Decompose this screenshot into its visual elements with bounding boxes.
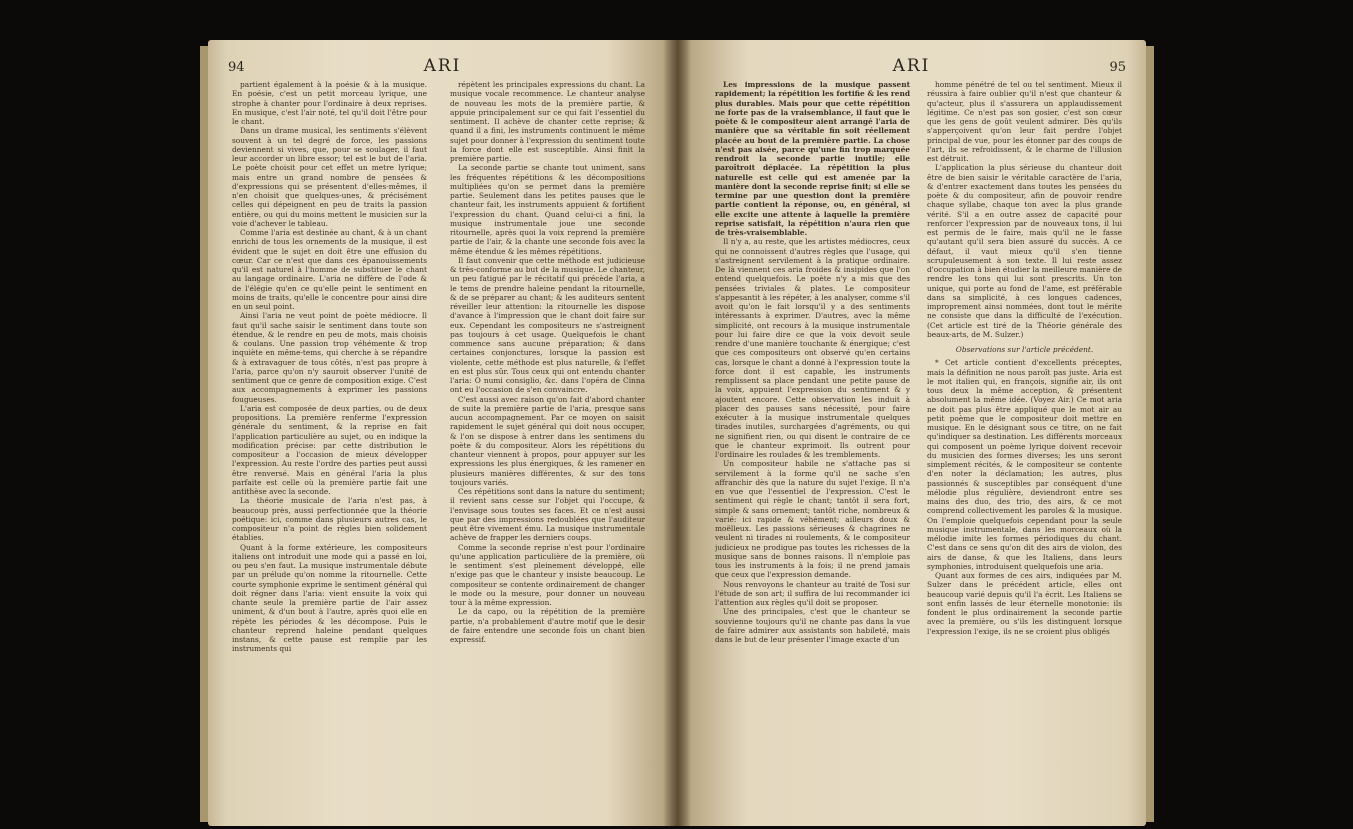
paragraph: répètent les principales expressions du chant. La musique vocale recommence. Le chanteur analyse de nouveau les mots de la première partie, & appuie principalement sur ce qui fait l'essentiel du sentiment. Il achève de chanter cette reprise; & quand il a fini, les instruments continuent le même sujet pour donner à l'expression du sentiment toute la force dont elle est susceptible. Ainsi finit la première partie.: [450, 80, 645, 163]
right-page-header: [703, 56, 1126, 82]
left-running-head: ARI: [423, 56, 462, 76]
page-edge-right: [1146, 46, 1154, 822]
paragraph: Dans un drame musical, les sentiments s'élèvent souvent à un tel degré de force, les passions deviennent si vives, que, pour se soulager, il faut leur accorder un libre essor; tel est le but de l'aria. Le poète choisit pour cet effet un metre lyrique; mais entre un grand nombre de pensées & d'expressions qui se présentent d'elles-mêmes, il n'en choisit que quelques-unes, & précisément celles qui dépeignent en peu de traits la passion entière, ou qui du moins mettent le musicien sur la voie d'achever le tableau.: [232, 126, 427, 228]
paragraph: L'application la plus sérieuse du chanteur doit être de bien saisir le véritable caractère de l'aria, & d'entrer exactement dans toutes les pensées du poète & du compositeur, afin de pouvoir rendre chaque syllabe, chaque ton avec la plus grande vérité. S'il a en outre assez de capacité pour renforcer l'expression par de nouveaux tons, il lui est permis de le faire, mais qu'il ne le fasse qu'autant qu'il sera bien assuré du succès. A ce défaut, il vaut mieux qu'il s'en tienne scrupuleusement à son texte. Il lui reste assez d'occupation à bien étudier la meilleure manière de rendre les tons qui lui sont prescrits. Un ton unique, qui porte au fond de l'ame, est préférable dans sa simplicité, à ces longues cadences, improprement ainsi nommées, dont tout le mérite ne consiste que dans la difficulté de l'exécution. (Cet article est tiré de la Théorie générale des beaux-arts, de M. Sulzer.): [927, 163, 1122, 339]
paragraph: Il faut convenir que cette méthode est judicieuse & très-conforme au but de la musique. Le chanteur, un peu fatigué par le récitatif qui précède l'aria, a le tems de prendre haleine pendant la ritournelle, & de se préparer au chant; & les auditeurs sentent réveiller leur attention: la ritournelle les dispose d'avance à l'impression que le chant doit faire sur eux. Cependant les compositeurs ne s'astreignent pas toujours à cet usage. Quelquefois le chant commence sans aucune préparation; & dans certaines conjonctures, lorsque la passion est violente, cette méthode est plus naturelle, & l'effet en est plus sûr. Tous ceux qui ont entendu chanter l'aria: O numi consiglio, &c. dans l'opéra de Cinna ont eu l'occasion de s'en convaincre.: [450, 255, 645, 395]
paragraph: partient également à la poésie & à la musique. En poésie, c'est un petit morceau lyrique, une strophe à chanter pour l'ordinaire à deux reprises. En musique, c'est l'air noté, tel qu'il doit l'être pour le chant.: [232, 80, 427, 126]
right-running-head: ARI: [892, 56, 931, 76]
paragraph: Comme l'aria est destinée au chant, & à un chant enrichi de tous les ornements de la musique, il est évident que le sujet en doit être une effusion du cœur. Car ce n'est que dans ces épanouissements qu'il est naturel à l'homme de substituer le chant au langage ordinaire. L'aria ne diffère de l'ode & de l'élégie qu'en ce qu'elle peint le sentiment en moins de traits, qu'elle le concentre pour ainsi dire en un seul point.: [232, 228, 427, 311]
paragraph: L'aria est composée de deux parties, ou de deux propositions. La première renferme l'expression générale du sentiment, & la reprise en fait l'application particulière au sujet, ou en indique la modification précise: par cette distribution le compositeur a l'occasion de mieux développer l'expression. Au reste l'ordre des parties peut aussi être renversé. Mais en général l'aria la plus parfaite est celle où la première partie fait une antithèse avec la seconde.: [232, 403, 427, 496]
paragraph: Ainsi l'aria ne veut point de poète médiocre. Il faut qu'il sache saisir le sentiment dans toute son étendue, & le rendre en peu de mots, mais choisis & coulans. Une passion trop véhémente & trop inquiète en même-tems, qui cherche à se répandre & à extravaguer de tous côtés, n'est pas propre à l'aria, parce qu'on n'y sauroit observer l'unité de sentiment que ce genre de composition exige. C'est aux accompagnements à exprimer les passions fougueuses.: [232, 311, 427, 404]
paragraph: Comme la seconde reprise n'est pour l'ordinaire qu'une application particulière de la première, où le sentiment s'est pleinement développé, elle n'exige pas que le chanteur y insiste beaucoup. Le compositeur se contente ordinairement de changer le mode ou la mesure, pour donner un nouveau tour à la même expression.: [450, 542, 645, 607]
open-book: [208, 40, 1146, 826]
paragraph: La seconde partie se chante tout uniment, sans les fréquentes répétitions & les décompositions multipliées qu'on se permet dans la première partie. Seulement dans les petites pauses que le chanteur fait, les instruments appuient & fortifient l'expression du chant. Quand celui-ci a fini, la musique instrumentale joue une seconde ritournelle, après quoi la voix reprend la première partie de l'air, & la chante une seconde fois avec la même étendue & les mêmes répétitions.: [450, 163, 645, 256]
paragraph: * Cet article contient d'excellents préceptes, mais la définition ne nous paroît pas juste. Aria est le mot italien qui, en françois, signifie air, ils ont tous deux la même acception, & présentent absolument la même idée. (Voyez Air.) Ce mot aria ne doit pas plus être appliqué que le mot air au petit poème que le compositeur doit mettre en musique. En le désignant sous ce titre, on ne fait qu'indiquer sa destination. Les différents morceaux qui composent un poème lyrique doivent recevoir du musicien des formes diverses; les uns seront simplement récités, & le compositeur se contente d'en noter la déclamation; les autres, plus passionnés & susceptibles par conséquent d'une mélodie plus régulière, deviendront entre ses mains des duo, des trio, des airs, & ce mot comprend collectivement les paroles & la musique. On l'emploie quelquefois cependant pour la seule musique instrumentale, dans les morceaux où la mélodie imite les formes périodiques du chant. C'est dans ce sens qu'on dit des airs de violon, des airs de danse, & que les Italiens, dans leurs symphonies, introduisent quelquefois une aria.: [927, 358, 1122, 571]
right-page: [677, 40, 1146, 826]
paragraph: Nous renvoyons le chanteur au traité de Tosi sur l'étude de son art; il suffira de lui recommander ici l'attention aux règles qu'il doit se proposer.: [715, 579, 910, 607]
left-page-header: [228, 56, 651, 82]
left-page-number: 94: [228, 60, 245, 75]
paragraph: Ces répétitions sont dans la nature du sentiment; il revient sans cesse sur l'objet qui l'occupe, & l'envisage sous toutes ses faces. Et ce n'est aussi que par des impressions redoublées que l'auditeur peut être vivement ému. La musique instrumentale achève de frapper les derniers coups.: [450, 487, 645, 543]
right-column-1: [715, 80, 910, 820]
left-page: [208, 40, 677, 826]
right-page-number: 95: [1109, 60, 1126, 75]
paragraph: Le da capo, ou la répétition de la première partie, n'a probablement d'autre motif que le desir de faire entendre une seconde fois un chant bien expressif.: [450, 607, 645, 644]
paragraph: Quant aux formes de ces airs, indiquées par M. Sulzer dans le précédent article, elles ont beaucoup varié depuis qu'il l'a écrit. Les Italiens se sont enfin lassés de leur éternelle monotonie: ils fondent le plus ordinairement la seconde partie avec la première, ou s'ils les distinguent lorsque l'expression l'exige, ils ne se croient plus obligés: [927, 571, 1122, 636]
paragraph: Un compositeur habile ne s'attache pas si servilement à la forme qu'il ne sache s'en affranchir dès que la nature du sujet l'exige. Il n'a en vue que l'essentiel de l'expression. C'est le sentiment qui règle le chant; tantôt il sera fort, simple & sans ornement; tantôt riche, nombreux & varié: ici rapide & véhément; ailleurs doux & moëlleux. Les passions sérieuses & chagrines ne veulent ni tirades ni roulements, & le compositeur judicieux ne prodigue pas toutes les richesses de la musique sans de bonnes raisons. Il n'emploie pas tous les instruments à la fois; il ne prend jamais que ceux que l'expression demande.: [715, 459, 910, 580]
right-column-2: [927, 80, 1122, 820]
paragraph: Une des principales, c'est que le chanteur se souvienne toujours qu'il ne chante pas dans la vue de faire admirer aux assistants son habileté, mais dans le but de leur présenter l'image exacte d'un: [715, 607, 910, 644]
section-title: Observations sur l'article précédent.: [955, 345, 1094, 354]
paragraph: C'est aussi avec raison qu'on fait d'abord chanter de suite la première partie de l'aria, presque sans aucun accompagnement. Par ce moyen on saisit rapidement le sujet général qui doit nous occuper, & l'on se dispose à entrer dans les sentimens du poète & du compositeur. Alors les répétitions du chanteur viennent à propos, pour appuyer sur les expressions les plus énergiques, & les ramener en plusieurs manières différentes, & sur des tons toujours variés.: [450, 394, 645, 487]
paragraph: La théorie musicale de l'aria n'est pas, à beaucoup près, aussi perfectionnée que la théorie poétique: ici, comme dans plusieurs autres cas, le compositeur n'a point de règles bien solidement établies.: [232, 496, 427, 543]
paragraph: Il n'y a, au reste, que les artistes médiocres, ceux qui ne connoissent d'autres règles que l'usage, qui s'astreignent servilement à la pratique ordinaire. De là viennent ces aria froides & insipides que l'on entend quelquefois. Le poète n'y a mis que des pensées triviales & plates. Le compositeur s'appesantit à les répéter, à les analyser, comme s'il avoit qu'on le fait lorsqu'il y a des sentiments intéressants à exprimer. D'autres, avec la même simplicité, ont recours à la musique instrumentale pour lui faire dire ce que la voix devoit seule rendre d'une manière touchante & énergique; c'est que ces compositeurs ont observé qu'en certains cas, lorsque le chant a donné à l'expression toute la force dont il est capable, les instruments remplissent sa place pendant une petite pause de la voix, appuient l'expression du sentiment & y ajoutent encore. Cette observation les induit à placer des pauses sans nécessité, pour faire exécuter à la musique instrumentale quelques tirades inutiles, surchargées d'agréments, ou qui ne signifient rien, ou qui disent le contraire de ce que le chanteur exprimoit. Ils outrent pour l'ordinaire les roulades & les tremblements.: [715, 237, 910, 459]
left-column-2: [450, 80, 645, 820]
paragraph: homme pénétré de tel ou tel sentiment. Mieux il réussira à faire oublier qu'il n'est que chanteur & qu'acteur, plus il s'assurera un applaudissement légitime. Ce n'est pas son gosier, c'est son cœur que les gens de goût veulent admirer. Dès qu'ils s'apperçoivent qu'on leur fait perdre l'objet principal de vue, pour les étonner par des coups de l'art, ils se refroidissent, & le charme de l'illusion est détruit.: [927, 80, 1122, 163]
paragraph: Quant à la forme extérieure, les compositeurs italiens ont introduit une mode qui a passé en loi, ou peu s'en faut. La musique instrumentale débute par un prélude qu'on nomme la ritournelle. Cette courte symphonie exprime le sentiment général qui doit régner dans l'aria: vient ensuite la voix qui chante seule la première partie de l'air assez uniment, & d'un bout à l'autre, après quoi elle en répète les périodes & les décompose. Puis le chanteur reprend haleine pendant quelques instans, & cette pause est remplie par les instruments qui: [232, 542, 427, 654]
page-edge-left: [200, 46, 208, 822]
left-column-1: [232, 80, 427, 820]
book-gutter: [663, 40, 691, 826]
paragraph: Les impressions de la musique passent rapidement; la répétition les fortifie & les rend plus durables. Mais pour que cette répétition ne forte pas de la vraisemblance, il faut que le poète & le compositeur aient arrangé l'aria de manière que sa véritable fin soit réellement placée au bout de la première partie. La chose n'est pas aisée, parce qu'une fin trop marquée rendroit la seconde partie inutile; elle paroîtroit déplacée. La répétition la plus naturelle est celle qui est amenée par la manière dont la seconde reprise finit; si elle se termine par une question dont la première partie contient la réponse, ou, en général, si elle excite une attente à laquelle la première reprise satisfait, la répétition n'aura rien que de très-vraisemblable.: [715, 80, 910, 237]
